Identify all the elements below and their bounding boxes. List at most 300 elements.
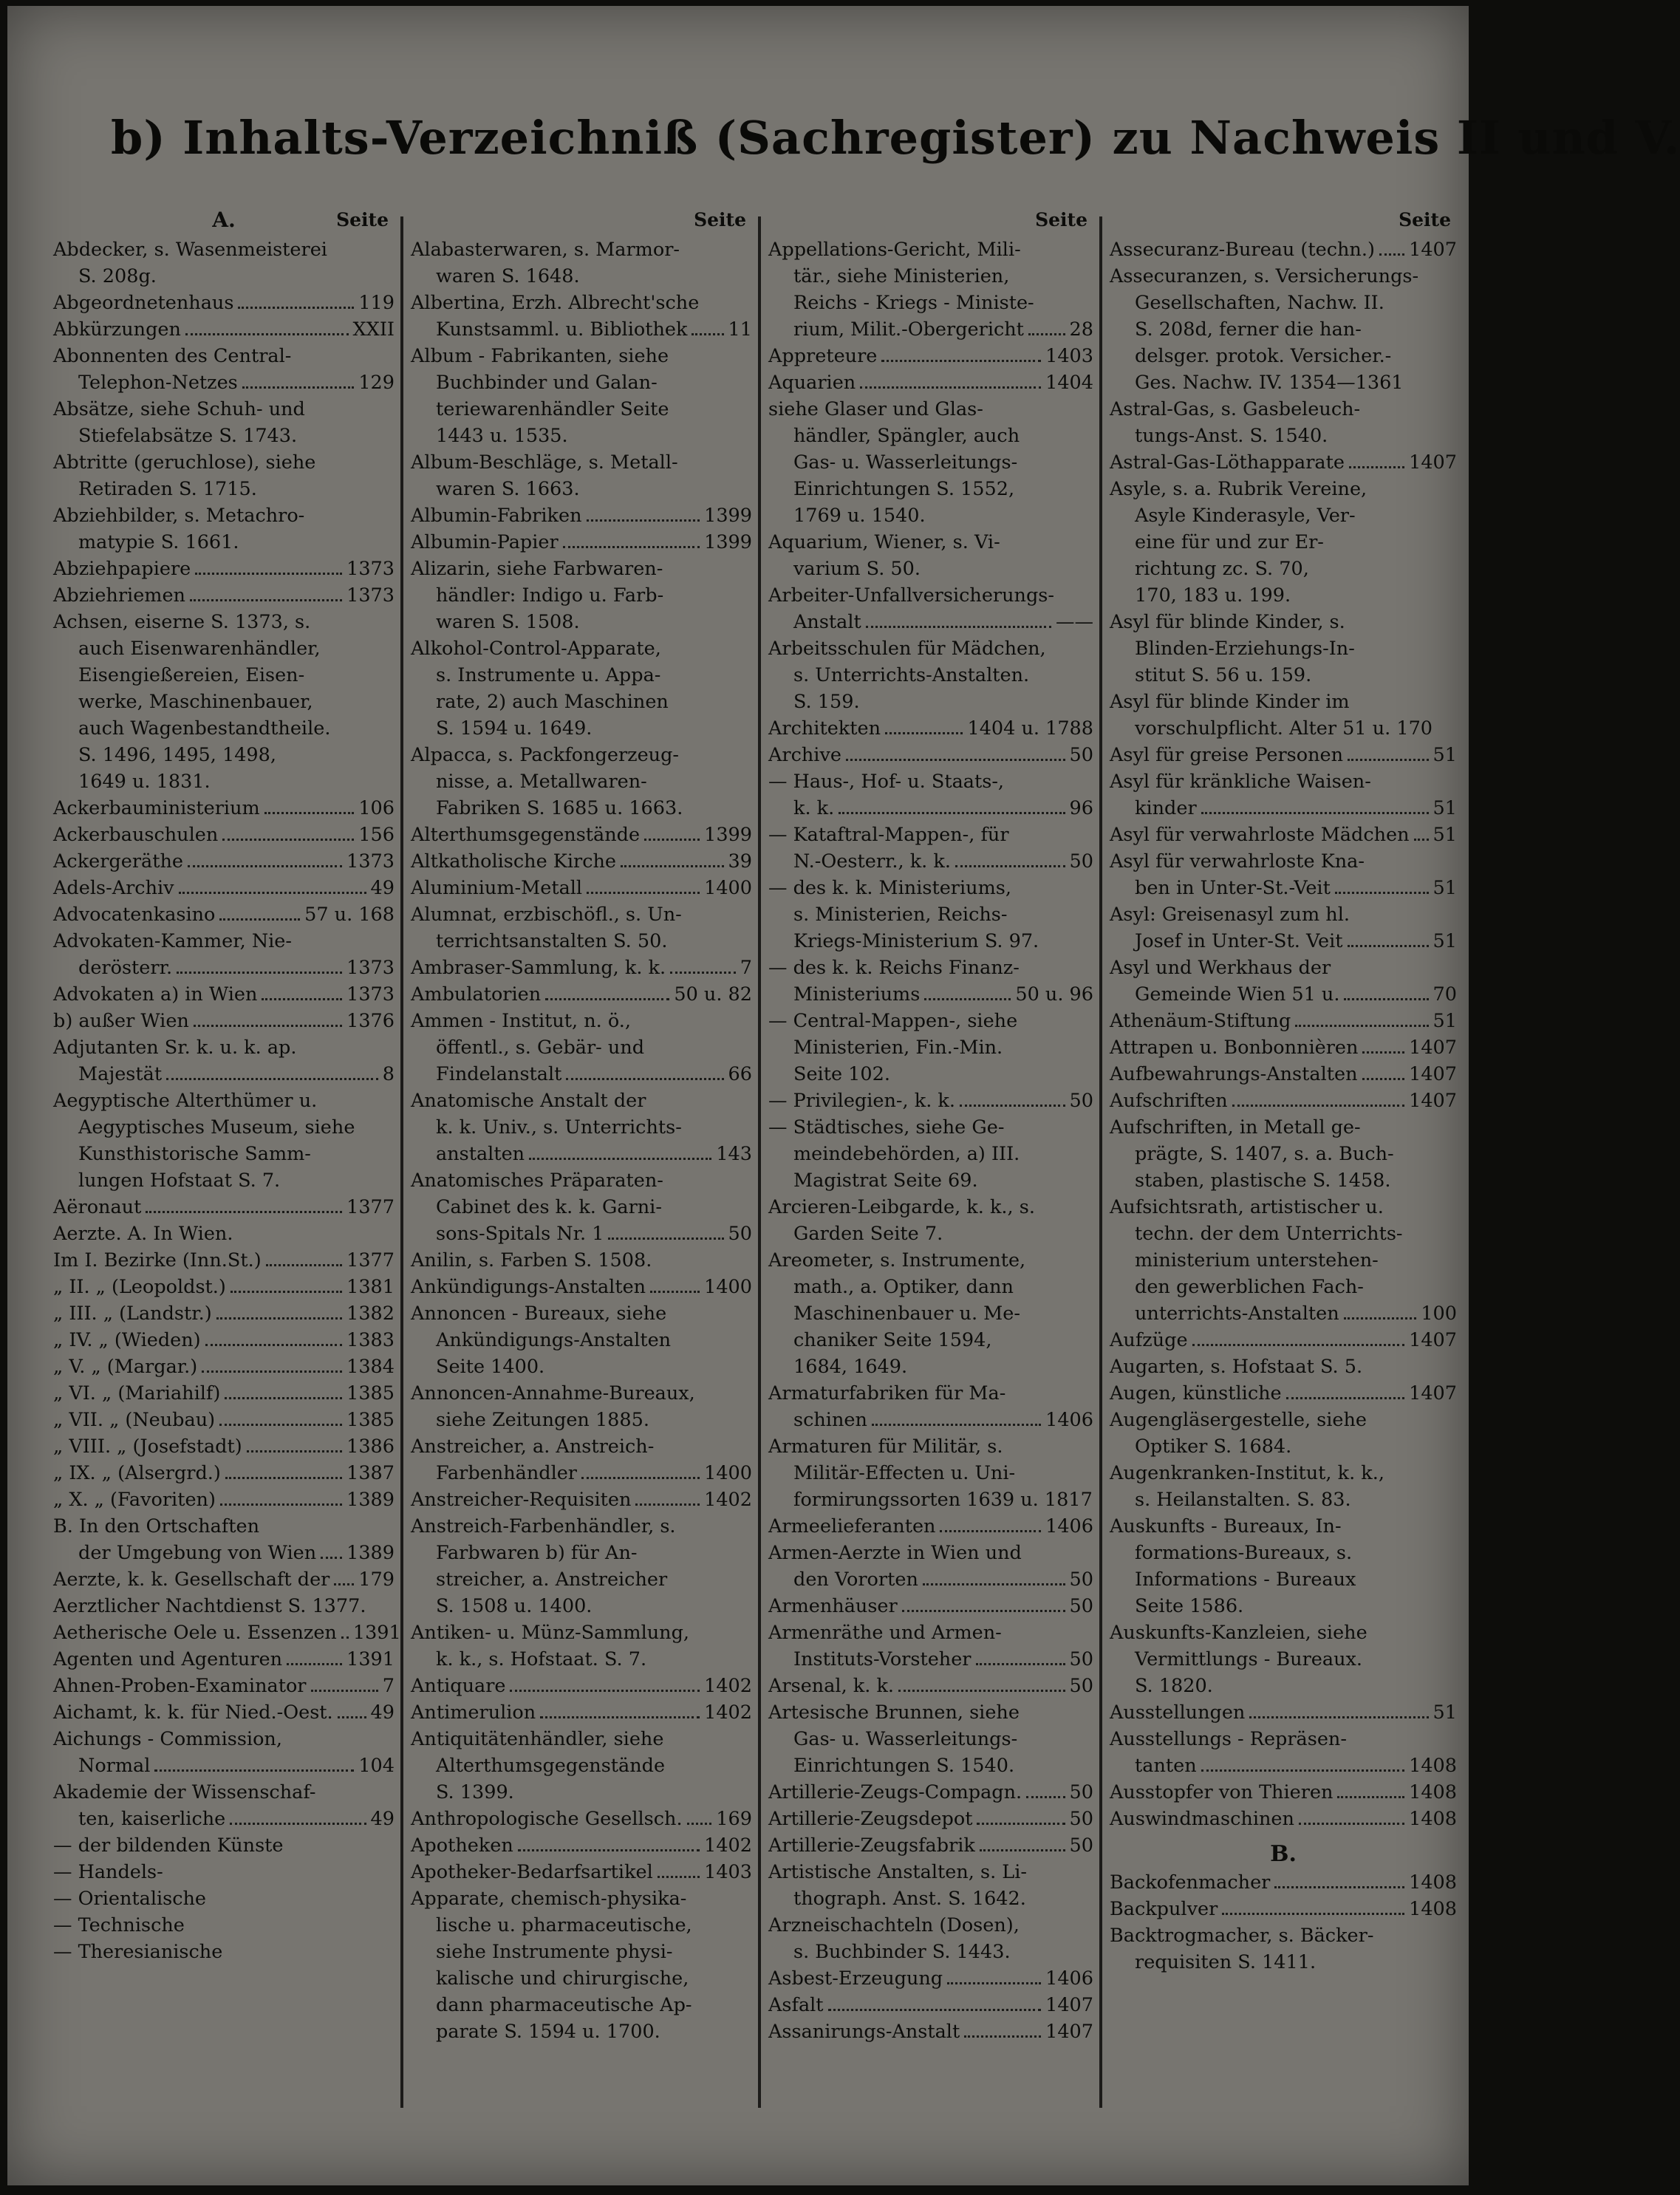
leader-dots [1028,333,1065,335]
entry-line [768,1885,1093,1912]
page-number: 1406 [1045,1515,1093,1537]
entry-line [53,316,395,343]
entry-text: lische u. pharmaceutische, [436,1914,692,1936]
entry-line [53,848,395,875]
entry-line [411,582,752,609]
entry-text: — Handels- [53,1861,163,1883]
entry-text: Gas- u. Wasserleitungs- [793,451,1018,474]
entry-text: tanten [1135,1755,1197,1777]
entry-text: „ II. „ (Leopoldst.) [53,1276,226,1298]
page-number: 1404 u. 1788 [967,717,1093,740]
index-entry [411,1806,752,1832]
leader-dots [977,1823,1065,1825]
page-number: 1373 [346,584,395,607]
entry-line [1110,955,1457,981]
leader-dots [976,1663,1065,1665]
entry-text: Altkatholische Kirche [411,850,616,873]
entry-text: s. Heilanstalten. S. 83. [1135,1489,1351,1511]
entry-text: Ausstellungen [1110,1701,1246,1724]
entry-line [768,1247,1093,1274]
leader-dots [222,839,354,841]
entry-line [1110,1167,1457,1194]
entry-text: Anstalt [793,611,861,633]
entry-line [411,875,752,901]
page-number: 169 [716,1808,752,1830]
page-number: 51 [1433,744,1457,766]
index-entry [53,1460,395,1486]
entry-text: Kunstsamml. u. Bibliothek [436,318,688,341]
index-entry [1110,1034,1457,1061]
entry-text: — Haus-, Hof- u. Staats-, [768,771,1005,793]
index-entry [53,1247,395,1274]
index-entry [53,1221,395,1247]
page-title: b) Inhalts-Verzeichniß (Sachregister) zu Nachweis II und V. [111,111,1680,165]
entry-line [411,1141,752,1167]
entry-line [53,981,395,1008]
entry-text: Assecuranz-Bureau (techn.) [1110,239,1375,261]
page-number: 1400 [704,1276,752,1298]
entry-line [1110,1327,1457,1353]
entry-line [411,1353,752,1380]
entry-text: „ V. „ (Margar.) [53,1356,198,1378]
index-entry [411,1486,752,1513]
entry-text: Seite 1586. [1135,1595,1244,1617]
page-number: XXII [352,318,395,341]
entry-line [53,1832,395,1859]
entry-line [1110,1806,1457,1832]
leader-dots [1348,945,1429,947]
entry-line [768,369,1093,396]
entry-line [53,1327,395,1353]
entry-line [1110,1433,1457,1460]
entry-line [53,609,395,635]
entry-text: Archive [768,744,841,766]
page-number: 1377 [346,1249,395,1271]
page-number: 7 [740,957,752,979]
index-entry [1110,1896,1457,1922]
page-number: 143 [716,1143,752,1165]
column-header [411,207,752,236]
entry-line [1110,1896,1457,1922]
column-entries [411,236,752,2045]
entry-text: Backtrogmacher, s. Bäcker- [1110,1925,1374,1947]
seite-label: Seite [1035,209,1087,231]
entry-line [768,1593,1093,1619]
entry-text: N.-Oesterr., k. k. [793,850,951,873]
page-number: 96 [1069,797,1093,819]
entry-line [53,875,395,901]
entry-text: Armenhäuser [768,1595,898,1617]
leader-dots [540,1716,700,1718]
leader-dots [545,998,669,1000]
entry-line [1110,1407,1457,1433]
entry-text: — Orientalische [53,1888,207,1910]
page-number: 7 [382,1675,395,1697]
index-entry [1110,955,1457,1008]
leader-dots [1201,812,1429,814]
entry-text: chaniker Seite 1594, [793,1329,992,1351]
leader-dots [231,1291,342,1293]
entry-text: Optiker S. 1684. [1135,1436,1292,1458]
leader-dots [670,972,736,974]
leader-dots [1414,839,1429,841]
entry-line [768,1699,1093,1726]
leader-dots [216,1317,342,1320]
page-number: 1382 [346,1303,395,1325]
entry-line [411,2018,752,2045]
page-number: 1385 [346,1409,395,1431]
index-entry [768,1699,1093,1779]
index-entry [768,1540,1093,1593]
entry-line [53,556,395,582]
entry-text: den gewerblichen Fach- [1135,1276,1364,1298]
index-entry [53,875,395,901]
entry-line [1110,1619,1457,1646]
entry-line [768,1752,1093,1779]
section-letter-b: B. [1270,1841,1297,1867]
index-entry [53,1194,395,1221]
entry-text: unterrichts-Anstalten [1135,1303,1339,1325]
page-number: 1399 [704,824,752,846]
entry-line [1110,1673,1457,1699]
entry-text: Alkohol-Control-Apparate, [411,638,661,660]
index-entry [411,290,752,343]
index-entry [53,1486,395,1513]
leader-dots [1295,1025,1428,1027]
entry-line [53,476,395,502]
entry-line [768,1619,1093,1646]
index-entry [53,1859,395,1885]
index-entry [53,795,395,822]
entry-text: Augenkranken-Institut, k. k., [1110,1462,1384,1484]
entry-line [768,502,1093,529]
entry-text: Antiquare [411,1675,506,1697]
entry-line [53,1300,395,1327]
page-number: 129 [358,372,395,394]
entry-text: siehe Glaser und Glas- [768,398,983,420]
entry-line [411,1646,752,1673]
index-entry [53,1779,395,1832]
page-number: 50 [1069,1781,1093,1803]
entry-line [411,1752,752,1779]
entry-line [411,768,752,795]
page-number: 49 [370,1808,395,1830]
leader-dots [338,1716,366,1718]
page-number: 39 [728,850,752,873]
leader-dots [650,1291,700,1293]
entry-text: Anilin, s. Farben S. 1508. [411,1249,652,1271]
entry-line [768,1486,1093,1513]
page-number: 1407 [1045,2021,1093,2043]
entry-line [1110,981,1457,1008]
page-number: 1384 [346,1356,395,1378]
leader-dots [518,1849,700,1851]
index-entry [1110,476,1457,609]
entry-line [768,1088,1093,1114]
entry-text: k. k. [793,797,835,819]
page-number: 1402 [704,1675,752,1697]
entry-line [768,1965,1093,1992]
entry-line [768,662,1093,689]
entry-line [768,1380,1093,1407]
entry-line [1110,1699,1457,1726]
entry-line [768,715,1093,742]
entry-text: Albumin-Fabriken [411,505,582,527]
page-number: 156 [358,824,395,846]
entry-text: Appellations-Gericht, Mili- [768,239,1021,261]
page-number: 1408 [1409,1781,1457,1803]
index-entry [768,875,1093,955]
entry-text: derösterr. [78,957,173,979]
leader-dots [334,1583,354,1585]
page-number: 50 u. 82 [674,983,752,1006]
entry-line [53,263,395,290]
entry-text: den Vororten [793,1568,918,1591]
entry-line [1110,1513,1457,1540]
entry-text: Telephon-Netzes [78,372,238,394]
entry-line [768,1832,1093,1859]
entry-line [411,1566,752,1593]
entry-text: Anatomisches Präparaten- [411,1170,663,1192]
entry-line [411,901,752,928]
entry-line [411,1859,752,1885]
index-entry [768,1832,1093,1859]
leader-dots [692,333,723,335]
entry-line [1110,1566,1457,1593]
index-entry [768,1965,1093,1992]
page-number: 66 [728,1063,752,1085]
entry-text: Maschinenbauer u. Me- [793,1303,1020,1325]
entry-line [411,795,752,822]
leader-dots [529,1158,711,1160]
entry-line [411,423,752,449]
entry-text: Aluminium-Metall [411,877,583,899]
index-entry [768,2018,1093,2045]
index-entry [53,582,395,609]
entry-text: Arcieren-Leibgarde, k. k., s. [768,1196,1035,1218]
index-entry [768,635,1093,715]
index-entry [53,1593,395,1619]
index-entry [768,343,1093,369]
index-entry [53,1353,395,1380]
entry-line [768,396,1093,423]
entry-text: öffentl., s. Gebär- und [436,1037,645,1059]
entry-line [53,1034,395,1061]
column-entries [53,236,401,1965]
leader-dots [608,1238,723,1240]
page-number: 1373 [346,558,395,580]
entry-line [411,1380,752,1407]
index-entry [768,1619,1093,1673]
entry-text: delsger. protok. Versicher.- [1135,345,1392,367]
leader-dots [563,546,700,548]
entry-text: 1649 u. 1831. [78,771,211,793]
entry-text: Areometer, s. Instrumente, [768,1249,1026,1271]
entry-line [1110,609,1457,635]
index-entry [411,875,752,901]
entry-line [53,742,395,768]
entry-line [768,1460,1093,1486]
leader-dots [1362,1051,1404,1054]
entry-text: — Technische [53,1914,185,1936]
entry-line [768,1300,1093,1327]
entry-text: Garden Seite 7. [793,1223,943,1245]
entry-text: Armaturfabriken für Ma- [768,1382,1006,1404]
entry-line [411,290,752,316]
entry-line [53,928,395,955]
entry-line [411,1726,752,1752]
page-number: 50 [728,1223,752,1245]
leader-dots [205,1344,342,1346]
entry-line [53,449,395,476]
entry-line [1110,1593,1457,1619]
leader-dots [587,892,700,894]
index-entry [768,1194,1093,1247]
page-number: 1404 [1045,372,1093,394]
entry-line [1110,1922,1457,1949]
entry-text: Abziehriemen [53,584,185,607]
page-number: 49 [370,1701,395,1724]
entry-text: Asyl für blinde Kinder, s. [1110,611,1345,633]
leader-dots [202,1370,342,1373]
entry-text: Arbeiter-Unfallversicherungs- [768,584,1054,607]
entry-text: Anthropologische Gesellsch. [411,1808,683,1830]
index-entry [1110,1380,1457,1407]
index-entry [53,1939,395,1965]
page-number: 50 [1069,850,1093,873]
index-entry [53,1034,395,1088]
entry-line [53,1221,395,1247]
entry-text: Einrichtungen S. 1552, [793,478,1015,500]
entry-line [411,742,752,768]
entry-text: Apparate, chemisch-physika- [411,1888,687,1910]
entry-text: Auswindmaschinen [1110,1808,1294,1830]
leader-dots [881,360,1041,362]
column-entries [768,236,1093,2045]
entry-text: waren S. 1663. [436,478,580,500]
entry-text: waren S. 1508. [436,611,580,633]
page-number: 51 [1433,824,1457,846]
entry-text: Achsen, eiserne S. 1373, s. [53,611,311,633]
entry-line [1110,875,1457,901]
leader-dots [242,386,355,389]
entry-line [53,1779,395,1806]
entry-text: Retiraden S. 1715. [78,478,257,500]
index-entry [411,1885,752,2045]
entry-line [53,1939,395,1965]
entry-line [768,1194,1093,1221]
index-entry [1110,236,1457,263]
entry-line [1110,1949,1457,1976]
leader-dots [828,2009,1042,2011]
entry-line [411,1114,752,1141]
index-entry [411,1433,752,1486]
entry-text: Ackerbauministerium [53,797,260,819]
index-entry [1110,901,1457,955]
index-entry [53,981,395,1008]
entry-line [53,1885,395,1912]
entry-line [53,1673,395,1699]
leader-dots [287,1663,342,1665]
leader-dots [687,1823,712,1825]
entry-line [768,1646,1093,1673]
entry-line [768,928,1093,955]
column-rule [400,216,403,2108]
leader-dots [1349,466,1404,468]
entry-line [53,1008,395,1034]
entry-text: kinder [1135,797,1197,819]
leader-dots [940,1530,1041,1532]
entry-text: — Städtisches, siehe Ge- [768,1116,1005,1139]
entry-text: Ammen - Institut, n. ö., [411,1010,631,1032]
index-entry [53,449,395,502]
index-entry [1110,1806,1457,1832]
entry-text: Armen-Aerzte in Wien und [768,1542,1022,1564]
entry-text: anstalten [436,1143,525,1165]
entry-line [411,848,752,875]
index-entry [53,1566,395,1593]
page-number: 1389 [346,1542,395,1564]
index-entry [53,1699,395,1726]
index-entry [411,955,752,981]
leader-dots [179,892,366,894]
entry-text: Gas- u. Wasserleitungs- [793,1728,1018,1750]
index-entry [53,1088,395,1194]
index-entry [1110,1619,1457,1699]
entry-line [1110,1300,1457,1327]
entry-text: Advocatenkasino [53,904,216,926]
entry-text: Aquarium, Wiener, s. Vi- [768,531,1000,553]
page-number: 51 [1433,877,1457,899]
entry-text: Anatomische Anstalt der [411,1090,646,1112]
entry-line [1110,502,1457,529]
leader-dots [238,307,354,309]
entry-text: „ III. „ (Landstr.) [53,1303,212,1325]
entry-line [411,1194,752,1221]
index-entry [53,290,395,316]
entry-text: Aetherische Oele u. Essenzen [53,1622,337,1644]
entry-text: siehe Instrumente physi- [436,1941,673,1963]
entry-text: — des k. k. Reichs Finanz- [768,957,1020,979]
entry-line [768,875,1093,901]
entry-line [1110,290,1457,316]
index-entry [53,1008,395,1034]
entry-line [1110,476,1457,502]
index-entry [53,1380,395,1407]
index-entry [411,1380,752,1433]
entry-line [53,635,395,662]
entry-line [1110,901,1457,928]
entry-text: tungs-Anst. S. 1540. [1135,425,1328,447]
entry-line [768,582,1093,609]
entry-text: Findelanstalt [436,1063,562,1085]
index-entry [1110,1327,1457,1353]
entry-text: B. In den Ortschaften [53,1515,260,1537]
leader-dots [194,1025,342,1027]
index-entry [53,1646,395,1673]
entry-line [768,1061,1093,1088]
entry-text: Absätze, siehe Schuh- und [53,398,305,420]
entry-line [768,1141,1093,1167]
entry-line [768,1992,1093,2018]
leader-dots [885,732,963,734]
entry-text: Attrapen u. Bonbonnièren [1110,1037,1359,1059]
index-entry [53,1619,401,1646]
entry-line [411,1939,752,1965]
entry-line [411,662,752,689]
index-entry [53,556,395,582]
entry-text: 1684, 1649. [793,1356,908,1378]
